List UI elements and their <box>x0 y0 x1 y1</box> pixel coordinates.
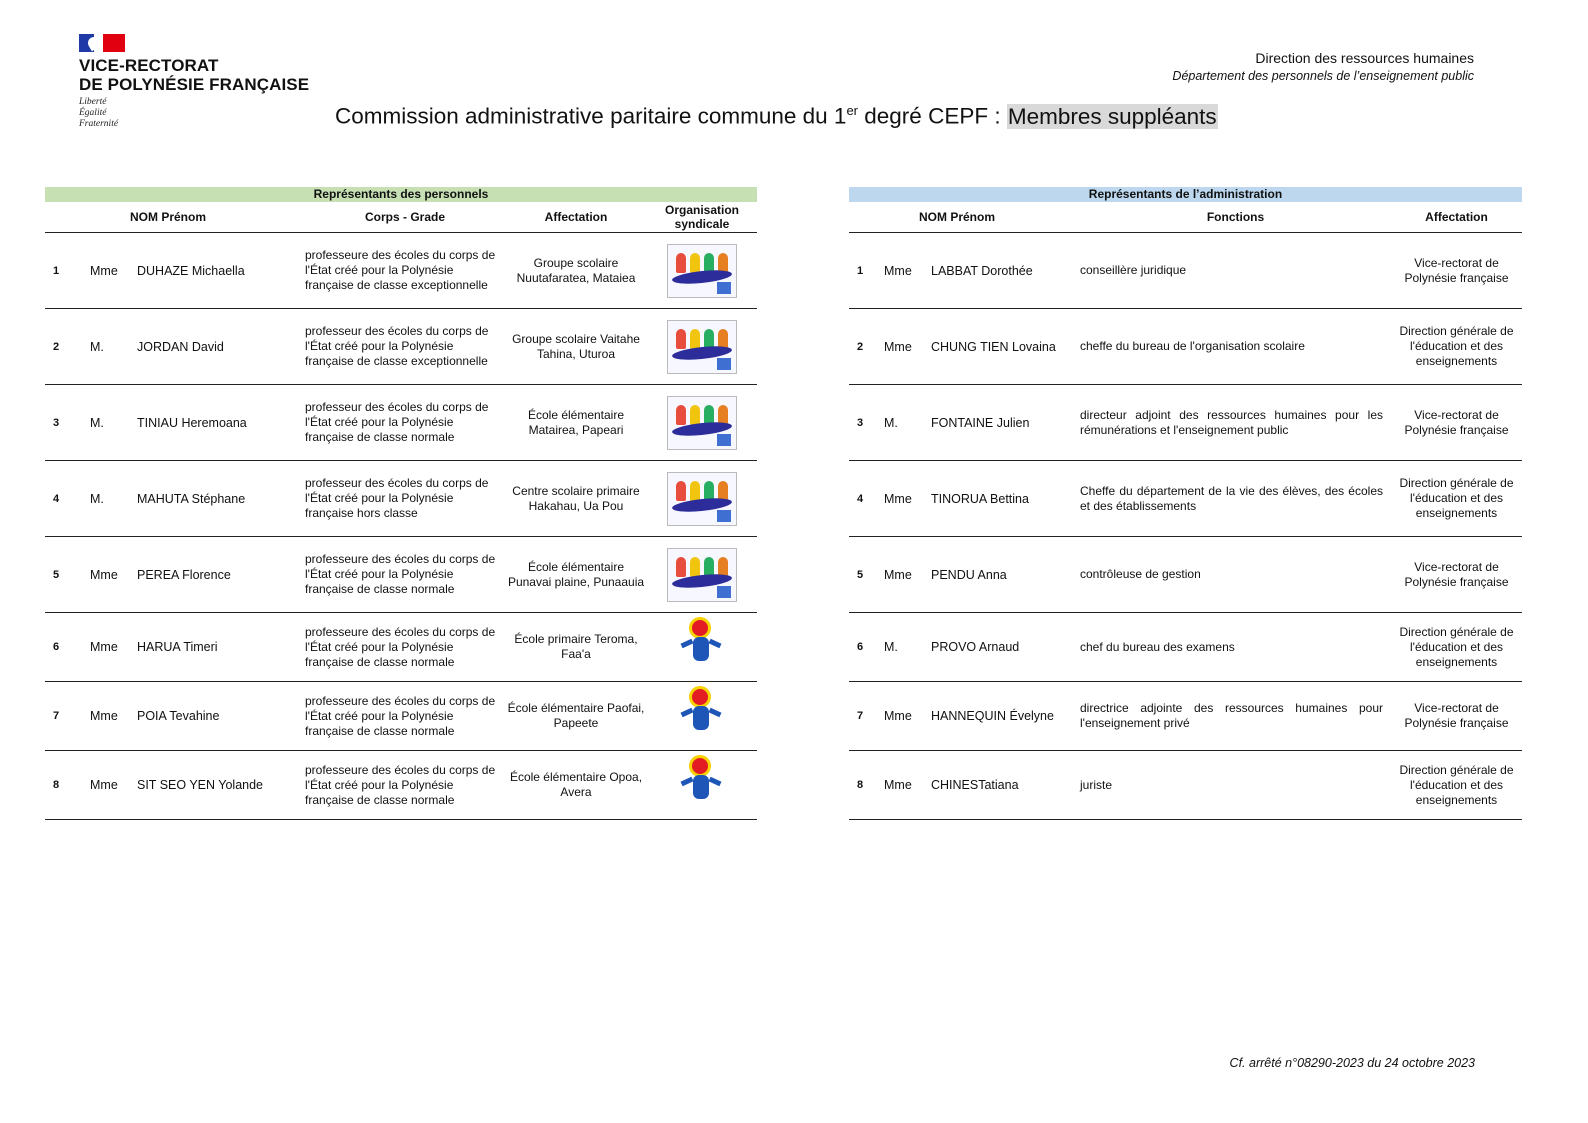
header-corps: Corps - Grade <box>364 210 445 224</box>
table-row <box>45 537 757 613</box>
badge-icon <box>717 358 731 370</box>
row-union <box>647 684 757 748</box>
row-name: PEREA Florence <box>137 567 231 582</box>
row-function: directeur adjoint des ressources humaines pour les rémunérations et l'enseignement public <box>1080 407 1383 437</box>
child-figure-icon <box>676 557 686 577</box>
row-name: CHINESTatiana <box>931 778 1019 792</box>
row-affectation: Vice-rectorat de Polynésie française <box>1404 255 1509 285</box>
row-name: CHUNG TIEN Lovaina <box>931 339 1056 354</box>
page-title <box>335 103 1218 130</box>
institution-name-line1: VICE-RECTORAT <box>79 56 219 75</box>
row-civility: Mme <box>884 339 912 354</box>
row-union <box>647 753 757 817</box>
table-row <box>849 682 1522 751</box>
header-organisation-l1: Organisation <box>664 203 739 217</box>
department-header <box>1172 50 1474 83</box>
union-logo-a-icon <box>667 548 737 602</box>
child-figure-icon <box>676 405 686 425</box>
row-number: 6 <box>857 641 864 653</box>
row-civility: M. <box>884 415 898 430</box>
table-row <box>849 461 1522 537</box>
row-union <box>647 396 757 450</box>
header-affectation: Affectation <box>1425 210 1488 224</box>
row-affectation: École élémentaire Punavai plaine, Punaauia <box>507 559 645 589</box>
arm-icon <box>709 777 722 787</box>
row-function: contrôleuse de gestion <box>1080 567 1201 581</box>
row-name: LABBAT Dorothée <box>931 263 1033 278</box>
table-header-row <box>849 202 1522 233</box>
header-organisation-l2: syndicale <box>674 217 730 231</box>
row-civility: Mme <box>90 640 118 654</box>
row-corps-grade: professeure des écoles du corps de l'État créé pour la Polynésie française de classe normale <box>305 762 496 807</box>
row-name: PROVO Arnaud <box>931 640 1020 654</box>
arm-icon <box>681 777 694 787</box>
figure-icon <box>693 637 709 661</box>
row-affectation: Groupe scolaire Vaitahe Tahina, Uturoa <box>512 331 640 361</box>
row-affectation: Groupe scolaire Nuutafaratea, Mataiea <box>516 255 636 285</box>
row-corps-grade: professeure des écoles du corps de l'État créé pour la Polynésie française de classe normale <box>305 624 496 669</box>
row-corps-grade: professeur des écoles du corps de l'État créé pour la Polynésie française hors classe <box>305 476 489 520</box>
institution-logo <box>79 34 309 130</box>
row-affectation: Direction générale de l'éducation et des enseignements <box>1399 324 1514 368</box>
title-part2: degré CEPF : <box>858 103 1007 129</box>
row-corps-grade: professeure des écoles du corps de l'État créé pour la Polynésie française de classe normale <box>305 552 496 596</box>
row-corps-grade: professeur des écoles du corps de l'État créé pour la Polynésie française de classe exceptionnelle <box>305 324 489 368</box>
department-name: Direction des ressources humaines <box>1255 50 1474 66</box>
child-figure-icon <box>690 329 700 349</box>
row-civility: M. <box>90 339 104 354</box>
row-union <box>647 548 757 602</box>
row-function: chef du bureau des examens <box>1080 639 1235 654</box>
title-part1: Commission administrative paritaire commune du 1 <box>335 103 847 129</box>
header-name: NOM Prénom <box>130 210 207 224</box>
title-superscript: er <box>846 103 859 118</box>
row-name: TINIAU Heremoana <box>137 415 247 430</box>
union-logo-a-icon <box>667 244 737 298</box>
arm-icon <box>709 708 722 718</box>
row-number: 5 <box>857 568 864 581</box>
row-number: 4 <box>857 492 864 505</box>
row-corps-grade: professeure des écoles du corps de l'État créé pour la Polynésie française de classe normale <box>305 693 496 738</box>
row-civility: M. <box>90 415 104 430</box>
row-civility: M. <box>90 491 104 506</box>
row-civility: Mme <box>884 778 912 792</box>
badge-icon <box>717 434 731 446</box>
row-name: FONTAINE Julien <box>931 415 1030 430</box>
row-affectation: Vice-rectorat de Polynésie française <box>1404 407 1509 437</box>
right-table-body <box>849 233 1522 820</box>
row-number: 3 <box>857 416 864 429</box>
row-number: 1 <box>857 264 864 277</box>
row-affectation: École élémentaire Opoa, Avera <box>509 770 643 799</box>
sun-icon <box>689 617 711 639</box>
table-band-title: Représentants de l’administration <box>849 187 1522 202</box>
union-logo-b-icon <box>669 684 735 748</box>
row-number: 4 <box>53 492 60 505</box>
institution-name-line2: DE POLYNÉSIE FRANÇAISE <box>79 75 310 94</box>
title-highlight: Membres suppléants <box>1007 103 1217 129</box>
table-row <box>849 613 1522 682</box>
row-function: juriste <box>1080 777 1113 792</box>
marianne-flag-icon <box>79 34 125 52</box>
arm-icon <box>709 639 722 649</box>
child-figure-icon <box>690 481 700 501</box>
staff-representatives-table <box>45 187 757 820</box>
row-civility: M. <box>884 640 898 654</box>
left-table-body <box>45 233 757 820</box>
motto <box>79 97 309 130</box>
header-affectation: Affectation <box>544 210 608 224</box>
row-civility: Mme <box>90 709 118 723</box>
figure-icon <box>693 706 709 730</box>
row-name: JORDAN David <box>137 339 224 354</box>
row-number: 1 <box>53 264 60 277</box>
union-logo-b-icon <box>669 753 735 817</box>
table-row <box>45 682 757 751</box>
union-logo-a-icon <box>667 472 737 526</box>
decree-reference: Cf. arrêté n°08290-2023 du 24 octobre 2023 <box>1229 1056 1475 1070</box>
row-civility: Mme <box>90 263 118 278</box>
badge-icon <box>717 282 731 294</box>
row-corps-grade: professeure des écoles du corps de l'État créé pour la Polynésie française de classe exceptionnelle <box>305 248 496 292</box>
child-figure-icon <box>676 481 686 501</box>
row-name: TINORUA Bettina <box>931 491 1029 506</box>
row-number: 2 <box>857 340 864 353</box>
child-figure-icon <box>690 557 700 577</box>
sun-icon <box>689 755 711 777</box>
row-affectation: Vice-rectorat de Polynésie française <box>1404 701 1509 730</box>
row-function: cheffe du bureau de l'organisation scolaire <box>1080 339 1305 353</box>
row-civility: Mme <box>884 709 912 723</box>
row-civility: Mme <box>884 567 912 582</box>
header-name: NOM Prénom <box>919 210 996 224</box>
administration-representatives-table <box>849 187 1522 820</box>
row-civility: Mme <box>90 778 118 792</box>
arm-icon <box>681 708 694 718</box>
union-logo-a-icon <box>667 320 737 374</box>
table-row <box>849 233 1522 309</box>
row-number: 2 <box>53 340 60 353</box>
row-function: conseillère juridique <box>1080 263 1187 277</box>
table-row <box>849 309 1522 385</box>
row-civility: Mme <box>884 491 912 506</box>
row-name: PENDU Anna <box>931 567 1007 582</box>
figure-icon <box>693 775 709 799</box>
union-logo-a-icon <box>667 396 737 450</box>
row-affectation: Direction générale de l'éducation et des enseignements <box>1399 476 1514 520</box>
row-name: HARUA Timeri <box>137 640 218 654</box>
child-figure-icon <box>676 253 686 273</box>
row-affectation: École élémentaire Paofai, Papeete <box>507 701 645 730</box>
table-header-row <box>45 202 757 233</box>
row-affectation: Direction générale de l'éducation et des enseignements <box>1399 624 1514 669</box>
sun-icon <box>689 686 711 708</box>
child-figure-icon <box>690 253 700 273</box>
row-number: 8 <box>857 779 864 791</box>
row-civility: Mme <box>90 567 118 582</box>
motto-line: Liberté <box>79 97 107 107</box>
row-name: DUHAZE Michaella <box>137 263 245 278</box>
motto-line: Égalité <box>79 108 107 118</box>
table-row <box>45 751 757 820</box>
row-function: directrice adjointe des ressources humaines pour l'enseignement privé <box>1080 701 1383 730</box>
table-row <box>45 233 757 309</box>
row-number: 5 <box>53 568 60 581</box>
union-logo-b-icon <box>669 615 735 679</box>
row-name: MAHUTA Stéphane <box>137 491 246 506</box>
table-row <box>45 385 757 461</box>
row-number: 6 <box>53 641 60 653</box>
row-function: Cheffe du département de la vie des élèves, des écoles et des établissements <box>1080 483 1383 513</box>
row-union <box>647 615 757 679</box>
row-affectation: École primaire Teroma, Faa'a <box>514 632 638 661</box>
row-affectation: École élémentaire Matairea, Papeari <box>527 407 625 437</box>
row-number: 7 <box>53 710 60 722</box>
row-name: HANNEQUIN Évelyne <box>931 709 1054 723</box>
row-corps-grade: professeur des écoles du corps de l'État créé pour la Polynésie française de classe normale <box>305 400 489 444</box>
motto-line: Fraternité <box>79 119 119 129</box>
row-affectation: Vice-rectorat de Polynésie française <box>1404 559 1509 589</box>
row-number: 8 <box>53 779 60 791</box>
row-number: 3 <box>53 416 60 429</box>
table-band-title: Représentants des personnels <box>45 187 757 202</box>
header-organisation <box>647 203 757 231</box>
badge-icon <box>717 510 731 522</box>
badge-icon <box>717 586 731 598</box>
child-figure-icon <box>690 405 700 425</box>
table-row <box>45 613 757 682</box>
row-name: SIT SEO YEN Yolande <box>137 778 264 792</box>
row-union <box>647 244 757 298</box>
sub-department-name: Département des personnels de l’enseignement public <box>1172 69 1474 83</box>
table-row <box>45 309 757 385</box>
child-figure-icon <box>676 329 686 349</box>
table-row <box>849 751 1522 820</box>
table-row <box>849 385 1522 461</box>
row-name: POIA Tevahine <box>137 709 220 723</box>
table-row <box>849 537 1522 613</box>
row-union <box>647 472 757 526</box>
row-number: 7 <box>857 710 864 722</box>
table-row <box>45 461 757 537</box>
header-fonctions: Fonctions <box>1206 210 1265 224</box>
row-union <box>647 320 757 374</box>
row-affectation: Centre scolaire primaire Hakahau, Ua Pou <box>512 483 640 513</box>
row-civility: Mme <box>884 263 912 278</box>
row-affectation: Direction générale de l'éducation et des enseignements <box>1399 762 1514 807</box>
arm-icon <box>681 639 694 649</box>
